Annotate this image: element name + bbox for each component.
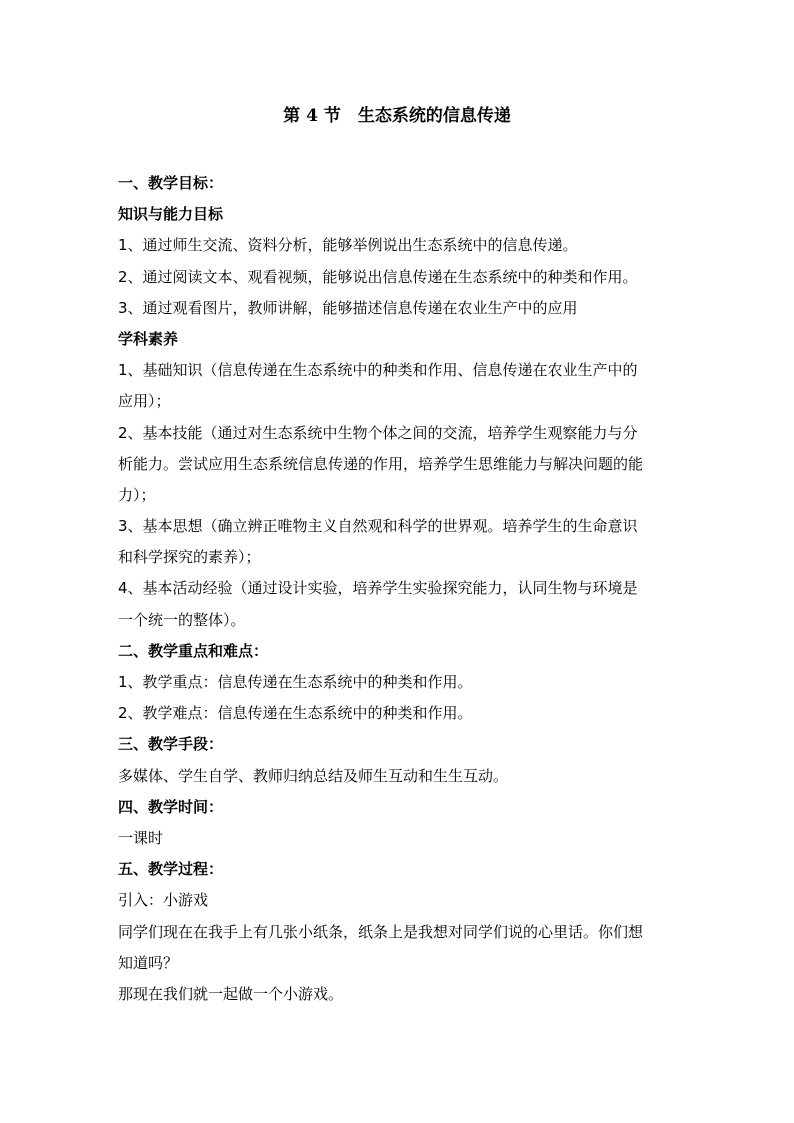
paragraph-line: 2、教学难点：信息传递在生态系统中的种类和作用。 xyxy=(118,704,473,723)
paragraph-line: 那现在我们就一起做一个小游戏。 xyxy=(118,984,344,1003)
document-title: 第 4 节 生态系统的信息传递 xyxy=(283,106,511,126)
paragraph-line: 2、基本技能（通过对生态系统中生物个体之间的交流，培养学生观察能力与分 xyxy=(118,423,638,442)
paragraph-line: 同学们现在在我手上有几张小纸条，纸条上是我想对同学们说的心里话。你们想 xyxy=(118,922,644,941)
document-body xyxy=(118,168,678,1010)
paragraph-line: 一个统一的整体）。 xyxy=(118,610,246,629)
paragraph-line: 3、通过观看图片，教师讲解，能够描述信息传递在农业生产中的应用 xyxy=(118,298,578,317)
paragraph-line: 析能力。尝试应用生态系统信息传递的作用，培养学生思维能力与解决问题的能 xyxy=(118,454,644,473)
paragraph-line: 1、通过师生交流、资料分析，能够举例说出生态系统中的信息传递。 xyxy=(118,236,578,255)
section-heading: 五、教学过程： xyxy=(118,860,224,879)
section-heading: 学科素养 xyxy=(118,329,179,348)
section-heading: 知识与能力目标 xyxy=(118,205,224,224)
paragraph-line: 4、基本活动经验（通过设计实验，培养学生实验探究能力，认同生物与环境是 xyxy=(118,579,638,598)
paragraph-line: 1、基础知识（信息传递在生态系统中的种类和作用、信息传递在农业生产中的 xyxy=(118,361,638,380)
paragraph-line: 多媒体、学生自学、教师归纳总结及师生互动和生生互动。 xyxy=(118,766,509,785)
section-heading: 三、教学手段： xyxy=(118,735,224,754)
paragraph-line: 和科学探究的素养）； xyxy=(118,548,261,567)
paragraph-line: 2、通过阅读文本、观看视频，能够说出信息传递在生态系统中的种类和作用。 xyxy=(118,267,638,286)
paragraph-line: 力）； xyxy=(118,485,156,504)
paragraph-line: 1、教学重点：信息传递在生态系统中的种类和作用。 xyxy=(118,673,473,691)
paragraph-line: 引入：小游戏 xyxy=(118,891,209,910)
paragraph-line: 3、基本思想（确立辨正唯物主义自然观和科学的世界观。培养学生的生命意识 xyxy=(118,517,638,536)
section-heading: 一、教学目标： xyxy=(118,174,224,192)
section-heading: 四、教学时间： xyxy=(118,797,224,816)
paragraph-line: 应用）； xyxy=(118,392,171,411)
section-heading: 二、教学重点和难点： xyxy=(118,641,269,660)
paragraph-line: 一课时 xyxy=(118,828,164,847)
paragraph-line: 知道吗？ xyxy=(118,953,179,972)
